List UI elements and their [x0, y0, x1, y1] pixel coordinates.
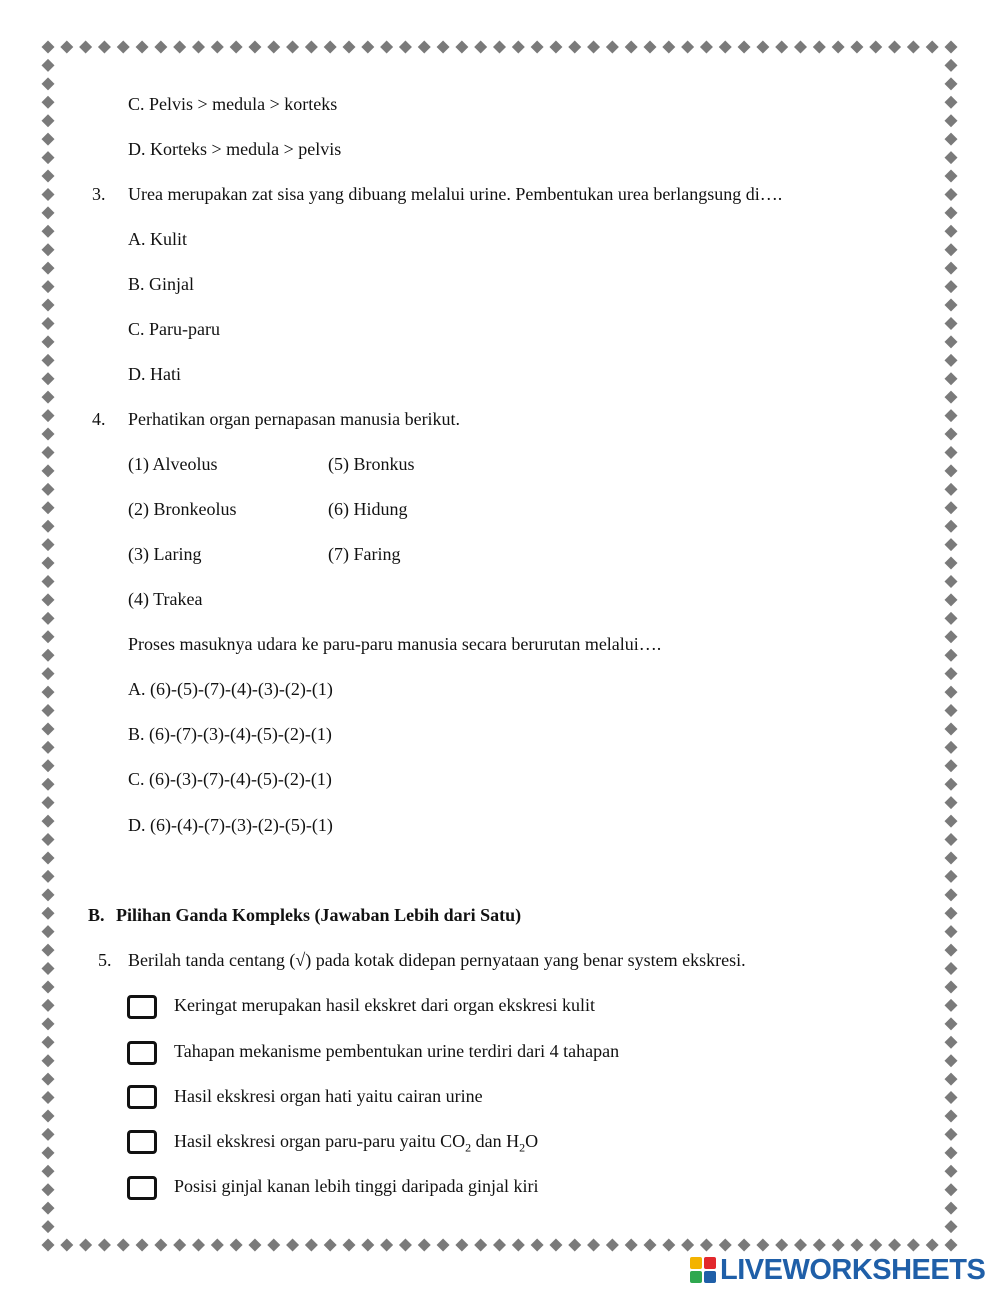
border-diamond — [794, 41, 807, 54]
border-diamond — [945, 907, 958, 920]
border-diamond — [42, 335, 55, 348]
border-diamond — [42, 206, 55, 219]
border-diamond — [945, 41, 958, 54]
border-diamond — [42, 722, 55, 735]
border-diamond — [587, 1239, 600, 1252]
border-diamond — [945, 372, 958, 385]
border-diamond — [42, 815, 55, 828]
statement-1-text: Keringat merupakan hasil ekskret dari organ ekskresi kulit — [174, 995, 596, 1015]
border-diamond — [42, 41, 55, 54]
border-diamond — [211, 41, 224, 54]
border-diamond — [756, 1239, 769, 1252]
border-diamond — [42, 925, 55, 938]
border-diamond — [756, 41, 769, 54]
border-diamond — [399, 1239, 412, 1252]
border-diamond — [154, 1239, 167, 1252]
border-diamond — [230, 1239, 243, 1252]
border-diamond — [945, 704, 958, 717]
border-diamond — [42, 501, 55, 514]
border-diamond — [568, 1239, 581, 1252]
border-diamond — [926, 41, 939, 54]
border-diamond — [42, 686, 55, 699]
q3-text: Urea merupakan zat sisa yang dibuang melalui urine. Pembentukan urea berlangsung di…. — [128, 184, 783, 204]
border-diamond — [888, 41, 901, 54]
border-diamond — [681, 41, 694, 54]
border-diamond — [850, 1239, 863, 1252]
border-diamond — [945, 501, 958, 514]
border-diamond — [945, 796, 958, 809]
q2-option-c: C. Pelvis > medula > korteks — [128, 94, 338, 114]
border-diamond — [42, 1220, 55, 1233]
border-diamond — [945, 262, 958, 275]
border-diamond — [42, 391, 55, 404]
border-diamond — [945, 1165, 958, 1178]
border-diamond — [42, 280, 55, 293]
border-diamond — [305, 41, 318, 54]
border-diamond — [662, 41, 675, 54]
border-diamond — [945, 851, 958, 864]
border-diamond — [42, 888, 55, 901]
border-diamond — [531, 41, 544, 54]
border-diamond — [493, 1239, 506, 1252]
border-diamond — [907, 41, 920, 54]
border-diamond — [324, 1239, 337, 1252]
border-diamond — [662, 1239, 675, 1252]
statement-4-text — [174, 1130, 539, 1155]
border-diamond — [719, 1239, 732, 1252]
border-diamond — [549, 41, 562, 54]
border-diamond — [418, 1239, 431, 1252]
border-diamond — [945, 77, 958, 90]
border-diamond — [42, 1091, 55, 1104]
border-diamond — [42, 962, 55, 975]
border-diamond — [117, 41, 130, 54]
liveworksheets-logo-icon — [690, 1257, 716, 1283]
border-diamond — [945, 520, 958, 533]
border-diamond — [945, 593, 958, 606]
border-diamond — [42, 741, 55, 754]
border-diamond — [361, 1239, 374, 1252]
border-diamond — [869, 41, 882, 54]
border-diamond — [945, 630, 958, 643]
q3-option-b: B. Ginjal — [128, 274, 194, 294]
border-diamond — [945, 686, 958, 699]
border-diamond — [42, 77, 55, 90]
border-diamond — [625, 41, 638, 54]
border-diamond — [945, 243, 958, 256]
border-diamond — [437, 1239, 450, 1252]
border-diamond — [700, 41, 713, 54]
border-diamond — [42, 980, 55, 993]
border-diamond — [531, 1239, 544, 1252]
border-diamond — [42, 999, 55, 1012]
border-diamond — [945, 1036, 958, 1049]
border-diamond — [230, 41, 243, 54]
border-diamond — [42, 1109, 55, 1122]
border-diamond — [42, 851, 55, 864]
border-diamond — [211, 1239, 224, 1252]
border-diamond — [945, 1183, 958, 1196]
border-diamond — [361, 41, 374, 54]
border-diamond — [286, 1239, 299, 1252]
border-diamond — [248, 1239, 261, 1252]
border-diamond — [42, 96, 55, 109]
border-diamond — [945, 1239, 958, 1252]
border-diamond — [42, 1128, 55, 1141]
border-diamond — [42, 612, 55, 625]
border-diamond — [98, 41, 111, 54]
q5-text: Berilah tanda centang (√) pada kotak didepan pernyataan yang benar system ekskresi. — [128, 950, 746, 970]
border-diamond — [493, 41, 506, 54]
statement-2-text: Tahapan mekanisme pembentukan urine terdiri dari 4 tahapan — [174, 1041, 620, 1061]
border-diamond — [42, 833, 55, 846]
statement-4-part-a: Hasil ekskresi organ paru-paru yaitu CO — [174, 1131, 466, 1151]
border-diamond — [42, 1183, 55, 1196]
q3-option-c: C. Paru-paru — [128, 319, 220, 339]
q4-option-a: A. (6)-(5)-(7)-(4)-(3)-(2)-(1) — [128, 679, 333, 699]
border-diamond — [512, 1239, 525, 1252]
q3-number: 3. — [92, 184, 106, 204]
border-diamond — [945, 428, 958, 441]
statement-4-checkbox[interactable] — [127, 1130, 157, 1154]
border-diamond — [42, 428, 55, 441]
border-diamond — [42, 944, 55, 957]
q4-option-c: C. (6)-(3)-(7)-(4)-(5)-(2)-(1) — [128, 769, 332, 789]
statement-4-part-c: O — [525, 1131, 539, 1151]
border-diamond — [907, 1239, 920, 1252]
border-diamond — [775, 41, 788, 54]
border-diamond — [60, 1239, 73, 1252]
border-diamond — [945, 833, 958, 846]
border-diamond — [945, 206, 958, 219]
border-diamond — [945, 335, 958, 348]
border-diamond — [192, 41, 205, 54]
border-diamond — [267, 41, 280, 54]
border-diamond — [380, 41, 393, 54]
q4-organ-5: (5) Bronkus — [328, 454, 415, 474]
border-diamond — [945, 1220, 958, 1233]
border-diamond — [945, 980, 958, 993]
border-diamond — [945, 575, 958, 588]
border-diamond — [813, 41, 826, 54]
border-diamond — [945, 741, 958, 754]
border-diamond — [587, 41, 600, 54]
border-diamond — [455, 1239, 468, 1252]
statement-1-checkbox[interactable] — [127, 995, 157, 1019]
border-diamond — [42, 464, 55, 477]
border-diamond — [945, 464, 958, 477]
liveworksheets-logo-text: LIVEWORKSHEETS — [720, 1254, 986, 1286]
border-diamond — [42, 796, 55, 809]
border-diamond — [343, 41, 356, 54]
border-diamond — [42, 870, 55, 883]
border-diamond — [42, 520, 55, 533]
border-diamond — [832, 1239, 845, 1252]
border-diamond — [945, 612, 958, 625]
border-diamond — [945, 1128, 958, 1141]
border-diamond — [945, 317, 958, 330]
border-diamond — [945, 96, 958, 109]
border-diamond — [945, 299, 958, 312]
border-diamond — [42, 299, 55, 312]
border-diamond — [794, 1239, 807, 1252]
q5-number: 5. — [98, 950, 112, 970]
border-diamond — [437, 41, 450, 54]
border-diamond — [474, 1239, 487, 1252]
border-diamond — [700, 1239, 713, 1252]
border-diamond — [926, 1239, 939, 1252]
border-diamond — [42, 317, 55, 330]
statement-4-sub-2: 2 — [519, 1140, 526, 1155]
border-diamond — [42, 354, 55, 367]
border-diamond — [945, 1146, 958, 1159]
border-diamond — [945, 538, 958, 551]
border-diamond — [945, 649, 958, 662]
border-diamond — [42, 649, 55, 662]
border-diamond — [173, 41, 186, 54]
border-diamond — [42, 1165, 55, 1178]
border-diamond — [42, 59, 55, 72]
border-diamond — [945, 759, 958, 772]
border-diamond — [42, 446, 55, 459]
border-diamond — [42, 243, 55, 256]
border-diamond — [42, 1073, 55, 1086]
statement-5-text: Posisi ginjal kanan lebih tinggi daripada ginjal kiri — [174, 1176, 539, 1196]
border-diamond — [606, 1239, 619, 1252]
border-diamond — [512, 41, 525, 54]
border-diamond — [192, 1239, 205, 1252]
border-diamond — [42, 372, 55, 385]
border-diamond — [813, 1239, 826, 1252]
border-diamond — [945, 1202, 958, 1215]
border-diamond — [869, 1239, 882, 1252]
border-diamond — [136, 41, 149, 54]
border-diamond — [286, 41, 299, 54]
border-diamond — [681, 1239, 694, 1252]
border-diamond — [945, 1091, 958, 1104]
border-diamond — [42, 1146, 55, 1159]
border-diamond — [154, 41, 167, 54]
q3-option-d: D. Hati — [128, 364, 181, 384]
statement-3-text: Hasil ekskresi organ hati yaitu cairan urine — [174, 1086, 483, 1106]
q2-option-d: D. Korteks > medula > pelvis — [128, 139, 342, 159]
border-diamond — [42, 1239, 55, 1252]
border-diamond — [42, 225, 55, 238]
border-diamond — [79, 1239, 92, 1252]
q4-number: 4. — [92, 409, 106, 429]
border-diamond — [644, 41, 657, 54]
border-diamond — [945, 944, 958, 957]
border-diamond — [42, 114, 55, 127]
border-diamond — [945, 170, 958, 183]
border-diamond — [42, 907, 55, 920]
border-diamond — [945, 446, 958, 459]
border-diamond — [42, 1017, 55, 1030]
border-diamond — [474, 41, 487, 54]
border-diamond — [380, 1239, 393, 1252]
border-diamond — [117, 1239, 130, 1252]
q3-option-a: A. Kulit — [128, 229, 188, 249]
border-diamond — [606, 41, 619, 54]
border-diamond — [42, 778, 55, 791]
border-diamond — [42, 593, 55, 606]
border-diamond — [305, 1239, 318, 1252]
border-diamond — [945, 722, 958, 735]
border-diamond — [267, 1239, 280, 1252]
border-diamond — [549, 1239, 562, 1252]
border-diamond — [945, 114, 958, 127]
q4-organ-7: (7) Faring — [328, 544, 401, 564]
border-diamond — [343, 1239, 356, 1252]
statement-4-part-b: dan H — [471, 1131, 520, 1151]
border-diamond — [945, 999, 958, 1012]
border-diamond — [42, 483, 55, 496]
border-diamond — [945, 354, 958, 367]
border-diamond — [42, 151, 55, 164]
border-diamond — [945, 391, 958, 404]
border-diamond — [945, 888, 958, 901]
border-diamond — [945, 188, 958, 201]
border-diamond — [945, 225, 958, 238]
border-diamond — [42, 170, 55, 183]
q4-option-d: D. (6)-(4)-(7)-(3)-(2)-(5)-(1) — [128, 815, 333, 835]
border-diamond — [775, 1239, 788, 1252]
border-diamond — [42, 133, 55, 146]
border-diamond — [945, 815, 958, 828]
border-diamond — [136, 1239, 149, 1252]
statement-4-sub-1: 2 — [465, 1140, 472, 1155]
border-diamond — [945, 962, 958, 975]
border-diamond — [42, 1202, 55, 1215]
liveworksheets-logo — [690, 1253, 985, 1287]
border-diamond — [945, 1073, 958, 1086]
border-diamond — [42, 759, 55, 772]
border-diamond — [945, 280, 958, 293]
border-diamond — [42, 557, 55, 570]
section-b-letter: B. — [88, 905, 105, 925]
statement-2-checkbox[interactable] — [127, 1041, 157, 1065]
border-diamond — [945, 409, 958, 422]
border-diamond — [399, 41, 412, 54]
q4-question: Proses masuknya udara ke paru-paru manusia secara berurutan melalui…. — [128, 634, 662, 654]
border-diamond — [568, 41, 581, 54]
border-diamond — [42, 575, 55, 588]
border-diamond — [173, 1239, 186, 1252]
border-diamond — [945, 59, 958, 72]
border-diamond — [945, 1017, 958, 1030]
border-diamond — [738, 1239, 751, 1252]
q4-organ-1: (1) Alveolus — [128, 454, 218, 474]
q4-organ-6: (6) Hidung — [328, 499, 408, 519]
border-diamond — [42, 1036, 55, 1049]
border-diamond — [945, 1109, 958, 1122]
border-diamond — [888, 1239, 901, 1252]
border-diamond — [42, 630, 55, 643]
border-diamond — [42, 409, 55, 422]
border-diamond — [945, 870, 958, 883]
border-diamond — [455, 41, 468, 54]
q4-organ-4: (4) Trakea — [128, 589, 203, 609]
border-diamond — [42, 262, 55, 275]
statement-3-checkbox[interactable] — [127, 1085, 157, 1109]
border-diamond — [42, 667, 55, 680]
section-b-title: Pilihan Ganda Kompleks (Jawaban Lebih dari Satu) — [116, 905, 522, 925]
border-diamond — [42, 704, 55, 717]
border-diamond — [945, 778, 958, 791]
border-diamond — [945, 1054, 958, 1067]
border-diamond — [945, 667, 958, 680]
q4-text: Perhatikan organ pernapasan manusia berikut. — [128, 409, 461, 429]
border-diamond — [945, 151, 958, 164]
border-diamond — [832, 41, 845, 54]
q4-organ-2: (2) Bronkeolus — [128, 499, 237, 519]
q4-option-b: B. (6)-(7)-(3)-(4)-(5)-(2)-(1) — [128, 724, 332, 744]
q4-organ-3: (3) Laring — [128, 544, 202, 564]
border-diamond — [42, 1054, 55, 1067]
border-diamond — [42, 188, 55, 201]
border-diamond — [945, 557, 958, 570]
border-diamond — [418, 41, 431, 54]
border-diamond — [79, 41, 92, 54]
border-diamond — [850, 41, 863, 54]
border-diamond — [945, 483, 958, 496]
border-diamond — [719, 41, 732, 54]
border-diamond — [644, 1239, 657, 1252]
border-diamond — [248, 41, 261, 54]
border-diamond — [945, 925, 958, 938]
border-diamond — [60, 41, 73, 54]
statement-5-checkbox[interactable] — [127, 1176, 157, 1200]
border-diamond — [324, 41, 337, 54]
border-diamond — [738, 41, 751, 54]
border-diamond — [98, 1239, 111, 1252]
border-diamond — [625, 1239, 638, 1252]
border-diamond — [945, 133, 958, 146]
border-diamond — [42, 538, 55, 551]
